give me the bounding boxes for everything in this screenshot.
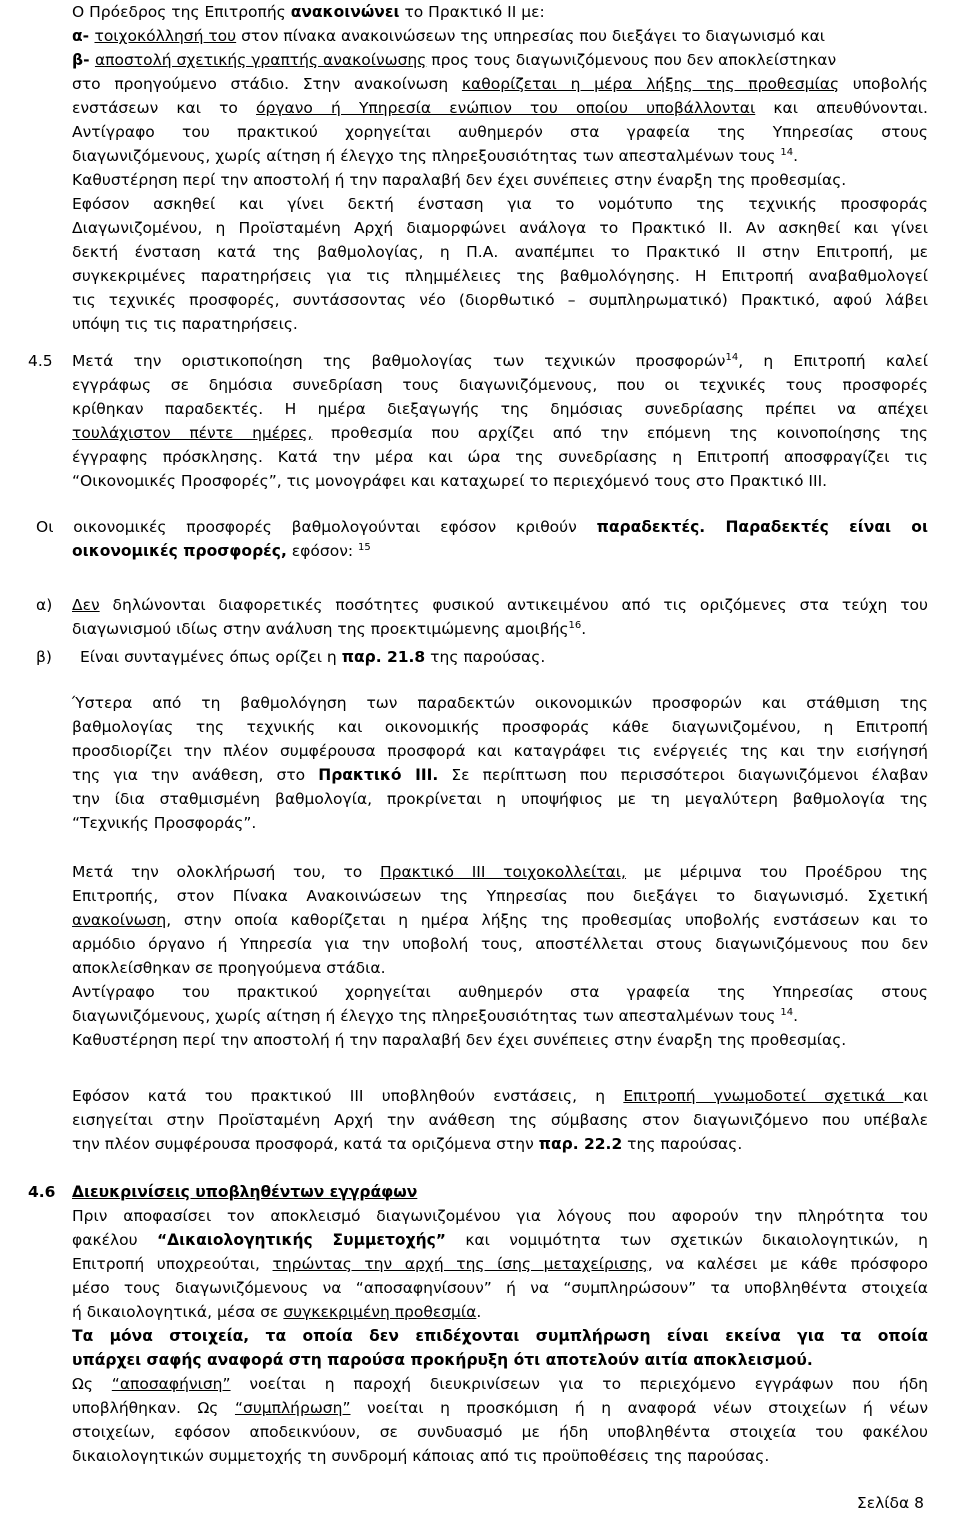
section-4-6-title: Διευκρινίσεις υποβληθέντων εγγράφων — [72, 1183, 418, 1201]
page-number: Σελίδα 8 — [856, 1494, 924, 1512]
list-label-a: α) — [36, 596, 53, 614]
list-item-b: Είναι συνταγμένες όπως ορίζει η παρ. 21.8 της παρούσας. — [80, 648, 546, 666]
admissibility-paragraph: Οι οικονομικές προσφορές βαθμολογούνται εφόσον κριθούν παραδεκτές. Παραδεκτές είναι οι οικονομικές προσφορές, εφόσον: $^{15}$ — [36, 518, 928, 560]
publication-paragraph: Μετά την ολοκλήρωσή του, το Πρακτικό ΙΙΙ τοιχοκολλείται, με μέριμνα του Προέδρου της Επιτροπής, στον Πίνακα Ανακοινώσεων της Υπηρεσίας που διεξάγει το διαγωνισμό. Σχετική ανακοίνωση, στην οποία καθορίζεται η ημέρα λήξης της προθεσμίας υποβολής ενστάσεων και το αρμόδιο όργανο ή Υπηρεσία για την υποβολή τους, αποστέλλεται στους διαγωνιζόμενους που δεν αποκλείσθηκαν σε προηγούμενα στάδια. Αντίγραφο του πρακτικού χορηγείται αυθημερόν στα γραφεία της Υπηρεσίας στους διαγωνιζόμενους, χωρίς αίτηση ή έλεγχο της πληρεξουσιότητας των απεσταλμένων τους $^{14}$. Καθυστέρηση περί την αποστολή ή την παραλαβή δεν έχει συνέπειες στην έναρξη της προθεσμίας. — [72, 863, 928, 1049]
evaluation-paragraph: Ύστερα από τη βαθμολόγηση των παραδεκτών οικονομικών προσφορών και στάθμιση της βαθμολογίας της τεχνικής και οικονομικής προσφοράς κάθε διαγωνιζομένου, η Επιτροπή προσδιορίζει την πλέον συμφέρουσα προσφορά και καταγράφει τις ενέργειές της και την εισήγησή της για την ανάθεση, στο Πρακτικό ΙΙΙ. Σε περίπτωση που περισσότεροι διαγωνιζόμενοι έλαβαν την ίδια σταθμισμένη βαθμολογία, προκρίνεται η υποψήφιος με τη μεγαλύτερη βαθμολογία της “Τεχνικής Προσφοράς”. — [72, 694, 928, 832]
list-item-a: Δεν δηλώνονται διαφορετικές ποσότητες φυσικού αντικειμένου από τις οριζόμενες στα τεύχη του διαγωνισμού ιδίως στην ανάλυση της προεκτιμώμενης αμοιβής$^{16}$. — [72, 596, 928, 638]
objections-paragraph: Εφόσον κατά του πρακτικού ΙΙΙ υποβληθούν ενστάσεις, η Επιτροπή γνωμοδοτεί σχετικά και εισηγείται στην Προϊσταμένη Αρχή την ανάθεση της σύμβασης στον διαγωνιζόμενο που υπέβαλε την πλέον συμφέρουσα προσφορά, κατά τα οριζόμενα στην παρ. 22.2 της παρούσας. — [72, 1087, 928, 1153]
section-4-5-text: Μετά την οριστικοποίηση της βαθμολογίας των τεχνικών προσφορών$^{14}$, η Επιτροπή καλεί εγγράφως σε δημόσια συνεδρίαση τους διαγωνιζόμενους, που οι τεχνικές τους προσφορές κρίθηκαν παραδεκτές. Η ημέρα διεξαγωγής της δημόσιας συνεδρίασης πρέπει να απέχει τουλάχιστον πέντε ημέρες, προθεσμία που αρχίζει από την επόμενη της κοινοποίησης της έγγραφης πρόσκλησης. Κατά την μέρα και ώρα της συνεδρίασης η Επιτροπή αποσφραγίζει τις “Οικονομικές Προσφορές”, τις μονογράφει και καταχωρεί το περιεχόμενό τους στο Πρακτικό ΙΙΙ. — [72, 352, 929, 490]
section-number-4-5: 4.5 — [28, 352, 53, 370]
list-label-b: β) — [36, 648, 52, 666]
section-4-6-text: Διευκρινίσεις υποβληθέντων εγγράφων Πριν αποφασίσει τον αποκλεισμό διαγωνιζομένου για λόγους που αφορούν την πληρότητα του φακέλου “Δικαιολογητικής Συμμετοχής” και νομιμότητα των σχετικών δικαιολογητικών, η Επιτροπή υποχρεούται, τηρώντας την αρχή της ίσης μεταχείρισης, να καλέσει με κάθε πρόσφορο μέσο τους διαγωνιζόμενους να “αποσαφηνίσουν” ή να “συμπληρώσουν” τα υποβληθέντα στοιχεία ή δικαιολογητικά, μέσα σε συγκεκριμένη προθεσμία. Τα μόνα στοιχεία, τα οποία δεν επιδέχονται συμπλήρωση είναι εκείνα για τα οποία υπάρχει σαφής αναφορά στη παρούσα προκήρυξη ότι αποτελούν αιτία αποκλεισμού. Ως “αποσαφήνιση” νοείται η παροχή διευκρινίσεων για το περιεχόμενο εγγράφων που ήδη υποβλήθηκαν. Ως “συμπλήρωση” νοείται η προσκόμιση ή η αναφορά νέων στοιχείων ή νέων στοιχείων, εφόσον αποδεικνύουν, σε συνδυασμό με ήδη υποβληθέντα στοιχεία του φακέλου δικαιολογητικών συμμετοχής τη συνδρομή κάποιας από τις προϋποθέσεις της παρούσας. — [72, 1180, 928, 1468]
section-number-4-6: 4.6 — [28, 1183, 56, 1201]
announcement-paragraph: Ο Πρόεδρος της Επιτροπής ανακοινώνει το Πρακτικό ΙΙ με: α- τοιχοκόλλησή του στον πίνακα ανακοινώσεων της υπηρεσίας που διεξάγει το διαγωνισμό και β- αποστολή σχετικής γραπτής ανακοίνωσης προς τους διαγωνιζόμενους που δεν αποκλείστηκαν στο προηγούμενο στάδιο. Στην ανακοίνωση καθορίζεται η μέρα λήξης της προθεσμίας υποβολής ενστάσεων και το όργανο ή Υπηρεσία ενώπιον του οποίου υποβάλλονται και απευθύνονται. Αντίγραφο του πρακτικού χορηγείται αυθημερόν στα γραφεία της Υπηρεσίας στους διαγωνιζόμενους, χωρίς αίτηση ή έλεγχο της πληρεξουσιότητας των απεσταλμένων τους $^{14}$. Καθυστέρηση περί την αποστολή ή την παραλαβή δεν έχει συνέπειες στην έναρξη της προθεσμίας. Εφόσον ασκηθεί και γίνει δεκτή ένσταση για το νομότυπο της τεχνικής προσφοράς Διαγωνιζομένου, η Προϊσταμένη Αρχή διαμορφώνει ανάλογα το Πρακτικό ΙΙ. Αν ασκηθεί και γίνει δεκτή ένσταση κατά της βαθμολογίας, η Π.Α. αναπέμπει το Πρακτικό ΙΙ στην Επιτροπή, με συγκεκριμένες παρατηρήσεις για τις πλημμέλειες της βαθμολόγησης. Η Επιτροπή αναβαθμολογεί τις τεχνικές προσφορές, συντάσσοντας νέο (διορθωτικό – συμπληρωματικό) Πρακτικό, αφού λάβει υπόψη τις τις παρατηρήσεις. — [72, 3, 928, 333]
